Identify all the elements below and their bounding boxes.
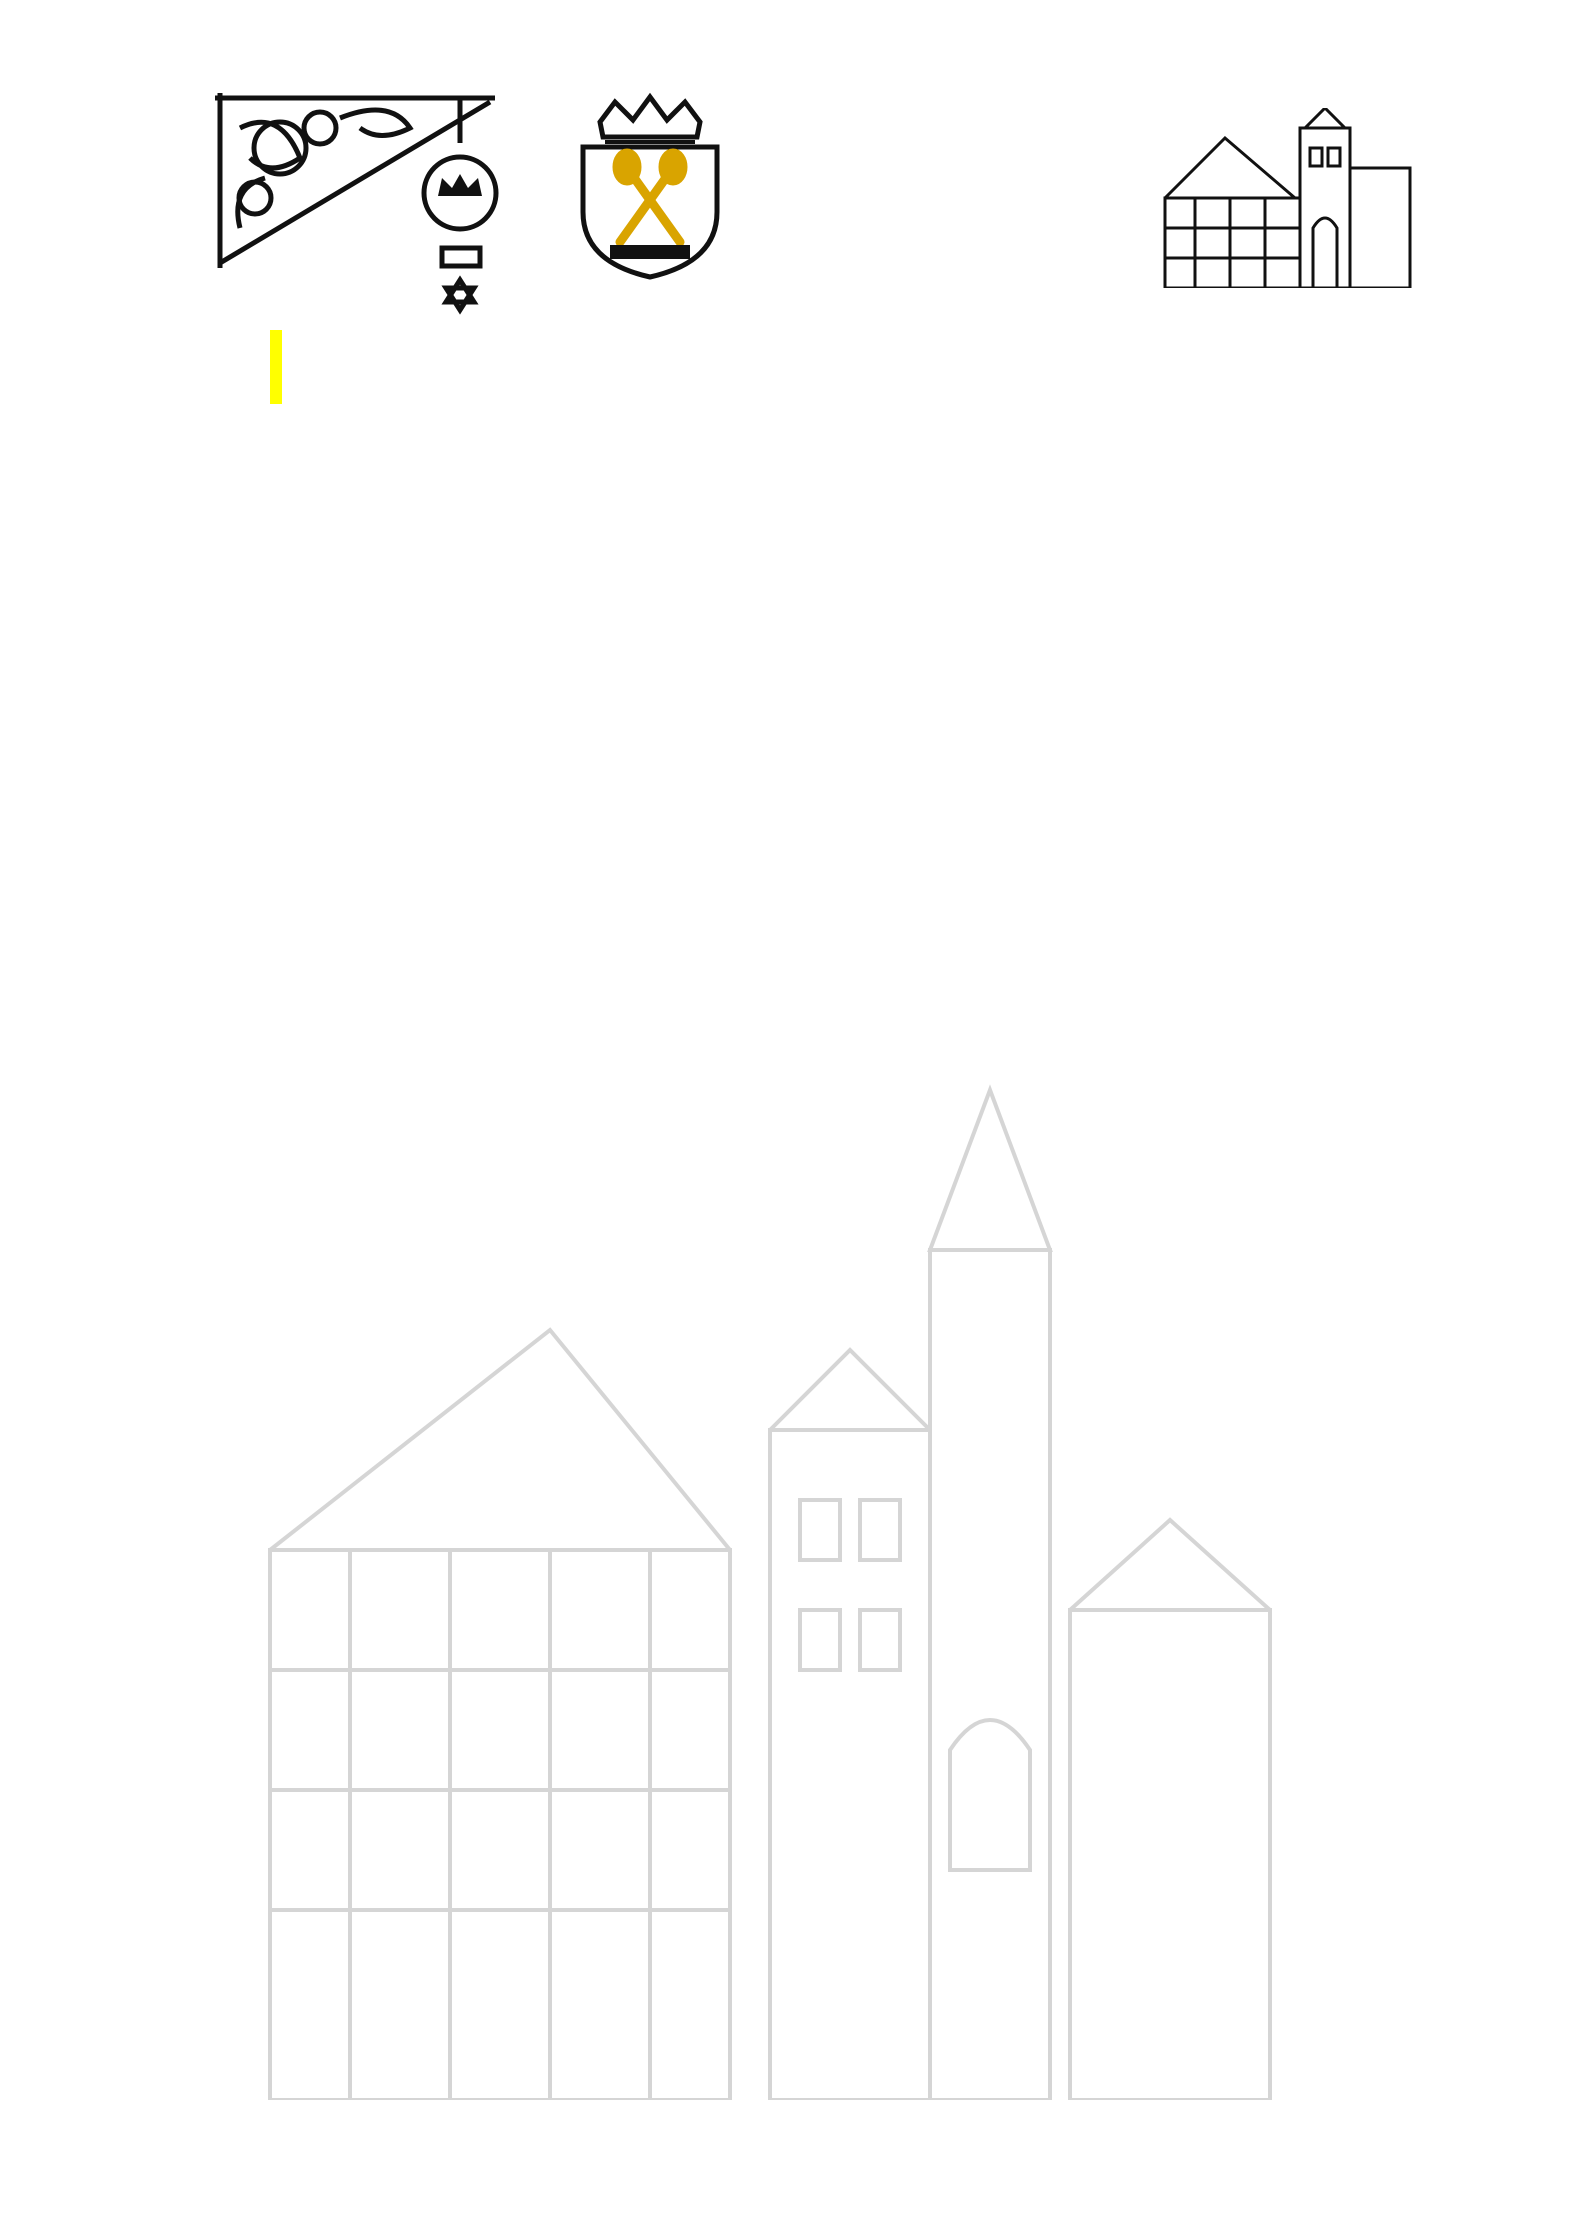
town-gate-illustration xyxy=(1155,108,1415,288)
cutlery-border-right xyxy=(1496,0,1566,2222)
cutlery-border-left xyxy=(18,0,88,2222)
cutlery-border-top xyxy=(0,30,1571,90)
menu-title xyxy=(270,330,282,404)
crest-logo xyxy=(575,92,725,282)
tower-sketch-watermark xyxy=(170,1050,1320,2100)
wrought-iron-sign-illustration xyxy=(210,88,500,328)
cutlery-border-bottom xyxy=(0,2135,1571,2195)
